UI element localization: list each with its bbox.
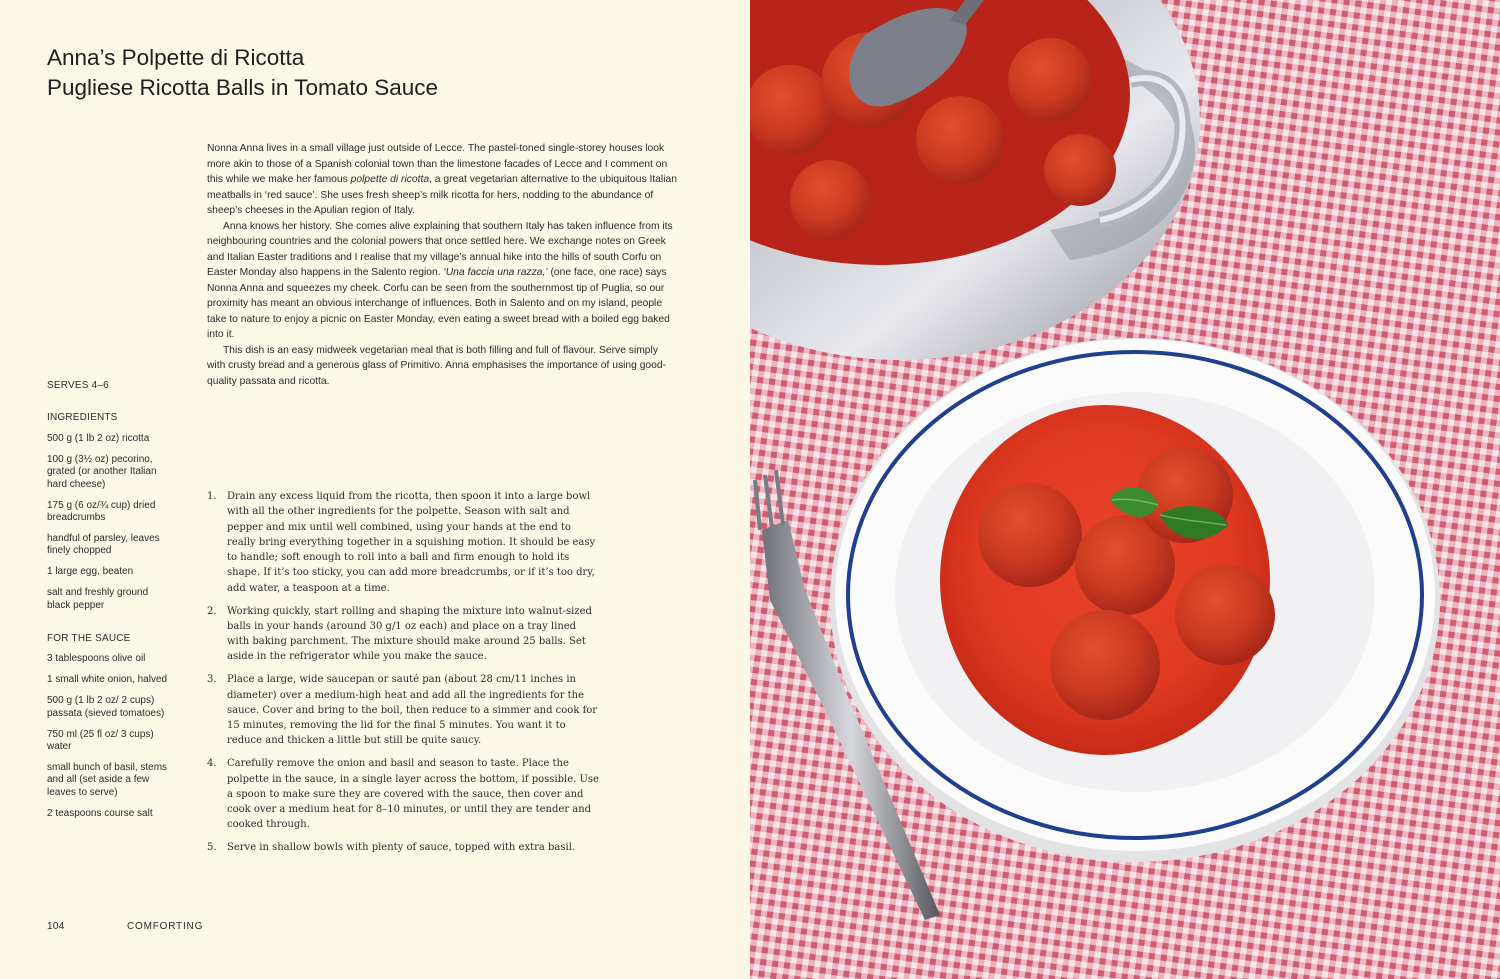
recipe-title: Anna’s Polpette di Ricotta — [47, 45, 305, 70]
sauce-item: 750 ml (25 fl oz/ 3 cups) water — [47, 728, 154, 753]
ingredient-item: 1 large egg, beaten — [47, 566, 134, 578]
ingredient-item: 500 g (1 lb 2 oz) ricotta — [47, 432, 150, 444]
method-step — [207, 756, 599, 832]
intro-text — [207, 141, 677, 389]
method-step — [207, 604, 599, 665]
sauce-item: small bunch of basil, stems and all (set aside a few leaves to serve) — [47, 762, 168, 798]
sauce-item: 3 tablespoons olive oil — [47, 653, 146, 665]
ingredient-item: 175 g (6 oz/¾ cup) dried breadcrumbs — [47, 499, 156, 524]
section-name: COMFORTING — [127, 921, 204, 932]
step-number: 3. — [207, 674, 217, 686]
food-photo-illustration — [750, 0, 1500, 979]
sauce-item: 1 small white onion, halved — [47, 674, 168, 686]
sauce-item: 500 g (1 lb 2 oz/ 2 cups) passata (sieved tomatoes) — [47, 695, 165, 719]
serves-label: SERVES 4–6 — [47, 380, 109, 391]
step-number: 4. — [207, 758, 217, 770]
intro-paragraph-3: This dish is an easy midweek vegetarian meal that is both filling and full of flavour. Serve simply with crusty bread and a generous glass of Primitivo. Anna emphasises the importance of using good-quality passata and ricotta. — [207, 344, 667, 387]
ingredients-heading: INGREDIENTS — [47, 412, 118, 424]
ingredient-item: 100 g (3½ oz) pecorino, grated (or another Italian hard cheese) — [47, 453, 157, 490]
step-text: Carefully remove the onion and basil and season to taste. Place the polpette in the sauce, in a single layer across the bottom, if possible. Use a spoon to make sure they are covered with the sauce, then cover and cook over a medium heat for 8–10 minutes, or until they are tender and cooked through. — [227, 758, 599, 831]
method-step — [207, 672, 599, 748]
ingredient-item: salt and freshly ground black pepper — [47, 587, 149, 611]
method-step — [207, 840, 599, 855]
step-number: 1. — [207, 491, 217, 502]
sauce-item: 2 teaspoons course salt — [47, 807, 153, 819]
step-text: Working quickly, start rolling and shaping the mixture into walnut-sized balls in your hands (around 30 g/1 oz each) and place on a tray lined with baking parchment. The mixture should make around 25 balls. Set aside in the refrigerator while you make the sauce. — [227, 605, 592, 663]
intro-paragraph-1: Nonna Anna lives in a small village just outside of Lecce. The pastel-toned single-storey houses look more akin to those of a Spanish colonial town than the limestone facades of Lecce and I comment on this while we make her famous polpette di ricotta, a great vegetarian alternative to the ubiquitous Italian meatballs in ‘red sauce’. She uses fresh sheep’s milk ricotta for hers, nodding to the abundance of sheep’s cheeses in the Apulian region of Italy. — [207, 143, 677, 216]
step-text: Drain any excess liquid from the ricotta, then spoon it into a large bowl with all the other ingredients for the polpette. Season with salt and pepper and mix until well combined, using your hands at the end to really bring everything together in a squishing motion. It should be easy to handle; soft enough to roll into a ball and firm enough to hold its shape. If it’s too sticky, you can add more breadcrumbs, or if it’s too dry, add water, a teaspoon at a time. — [227, 491, 596, 594]
sauce-heading: FOR THE SAUCE — [47, 632, 131, 644]
step-text: Place a large, wide saucepan or sauté pan (about 28 cm/11 inches in diameter) over a medium-high heat and add all the ingredients for the sauce. Cover and bring to the boil, then reduce to a simmer and cook for 15 minutes, removing the lid for the final 5 minutes. You want it to reduce and thicken a little but still be quite saucy. — [227, 674, 598, 747]
method-step — [207, 489, 599, 596]
ingredients-column — [47, 380, 172, 829]
step-text: Serve in shallow bowls with plenty of sauce, topped with extra basil. — [227, 842, 576, 854]
ingredient-item: handful of parsley, leaves finely chopped — [47, 533, 160, 557]
step-number: 2. — [207, 605, 217, 617]
step-number: 5. — [207, 842, 217, 854]
intro-paragraph-2: Anna knows her history. She comes alive explaining that southern Italy has taken influence from its neighbouring countries and the colonial powers that once settled here. We exchange notes on Greek and Italian Easter traditions and I realise that my village’s annual hike into the hills of south Corfu on Easter Monday also happens in the Salento region. ‘Una faccia una razza,’ (one face, one race) says Nonna Anna and squeezes my cheek. Corfu can be seen from the southernmost tip of Puglia, so our proximity has meant an obvious interchange of influences. Both in Salento and on my island, people take to nature to enjoy a picnic on Easter Monday, even eating a sweet bread with a boiled egg baked into it. — [207, 220, 673, 340]
recipe-subtitle: Pugliese Ricotta Balls in Tomato Sauce — [47, 75, 439, 100]
method-steps — [207, 489, 599, 863]
food-photo — [750, 0, 1500, 979]
page-number: 104 — [47, 921, 65, 932]
